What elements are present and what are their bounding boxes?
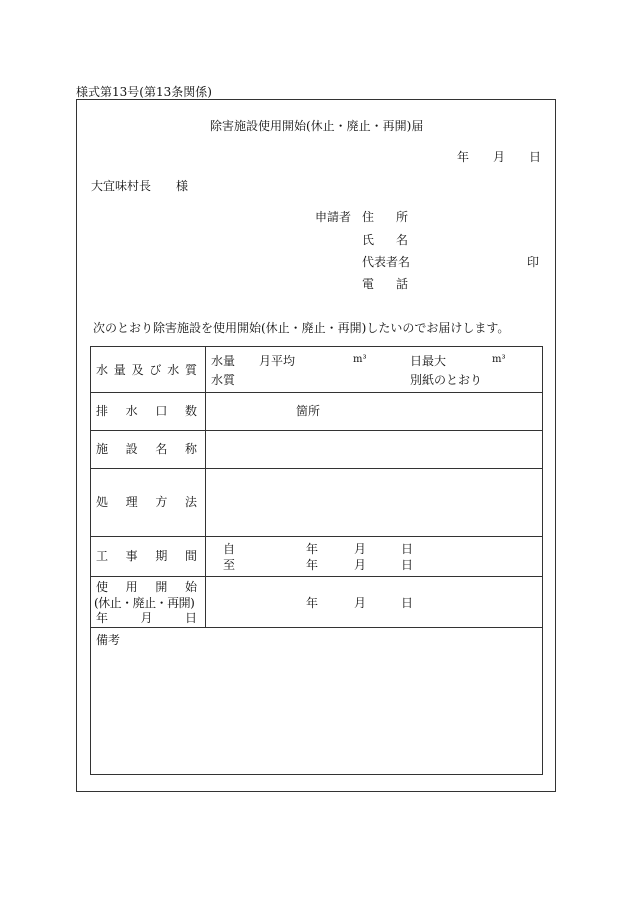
row-divider xyxy=(91,576,542,577)
applicant-name-label: 氏 名 xyxy=(362,233,408,247)
period-to-label: 至 xyxy=(223,558,236,572)
row-divider xyxy=(91,430,542,431)
monthly-average-label: 月平均 xyxy=(259,354,296,368)
usage-start-sublabel: (休止・廃止・再開) xyxy=(94,596,195,610)
period-from-month: 月 xyxy=(354,542,367,556)
intro-text: 次のとおり除害施設を使用開始(休止・廃止・再開)したいのでお届けします。 xyxy=(93,321,510,335)
form-number: 様式第13号(第13条関係) xyxy=(76,85,212,99)
monthly-unit: m³ xyxy=(353,354,367,365)
water-volume-quality-label: 水 量 及 び 水 質 xyxy=(96,363,197,377)
usage-start-date-label: 年 月 日 xyxy=(96,611,197,625)
label-column-divider xyxy=(205,347,206,628)
period-to-year: 年 xyxy=(306,558,319,572)
start-month-label: 月 xyxy=(354,596,367,610)
remarks-label: 備考 xyxy=(96,633,121,647)
period-from-year: 年 xyxy=(306,542,319,556)
period-to-day: 日 xyxy=(401,558,414,572)
period-from-day: 日 xyxy=(401,542,414,556)
water-quality-note: 別紙のとおり xyxy=(410,373,483,387)
outlet-unit: 箇所 xyxy=(296,404,321,418)
date-day-label: 日 xyxy=(529,150,542,164)
applicant-phone-label: 電 話 xyxy=(362,277,408,291)
period-to-month: 月 xyxy=(354,558,367,572)
period-from-label: 自 xyxy=(223,542,236,556)
water-amount-label: 水量 xyxy=(211,354,236,368)
form-title: 除害施設使用開始(休止・廃止・再開)届 xyxy=(210,119,424,133)
applicant-label: 申請者 xyxy=(315,210,352,224)
treatment-method-label: 処 理 方 法 xyxy=(96,495,197,509)
water-quality-label: 水質 xyxy=(211,373,236,387)
start-day-label: 日 xyxy=(401,596,414,610)
daily-maximum-label: 日最大 xyxy=(410,354,447,368)
date-month-label: 月 xyxy=(493,150,506,164)
applicant-representative-label: 代表者名 xyxy=(362,255,411,269)
daily-unit: m³ xyxy=(492,354,506,365)
row-divider xyxy=(91,392,542,393)
applicant-address-label: 住 所 xyxy=(362,210,408,224)
construction-period-label: 工 事 期 間 xyxy=(96,549,197,563)
facility-name-label: 施 設 名 称 xyxy=(96,442,197,456)
addressee-honorific: 様 xyxy=(176,179,189,193)
start-year-label: 年 xyxy=(306,596,319,610)
row-divider xyxy=(91,468,542,469)
usage-start-label: 使 用 開 始 xyxy=(96,580,197,594)
date-year-label: 年 xyxy=(457,150,470,164)
seal-mark: 印 xyxy=(527,255,540,269)
outlet-count-label: 排 水 口 数 xyxy=(96,404,197,418)
addressee-name: 大宜味村長 xyxy=(91,179,152,193)
row-divider xyxy=(91,536,542,537)
row-divider xyxy=(91,627,542,628)
